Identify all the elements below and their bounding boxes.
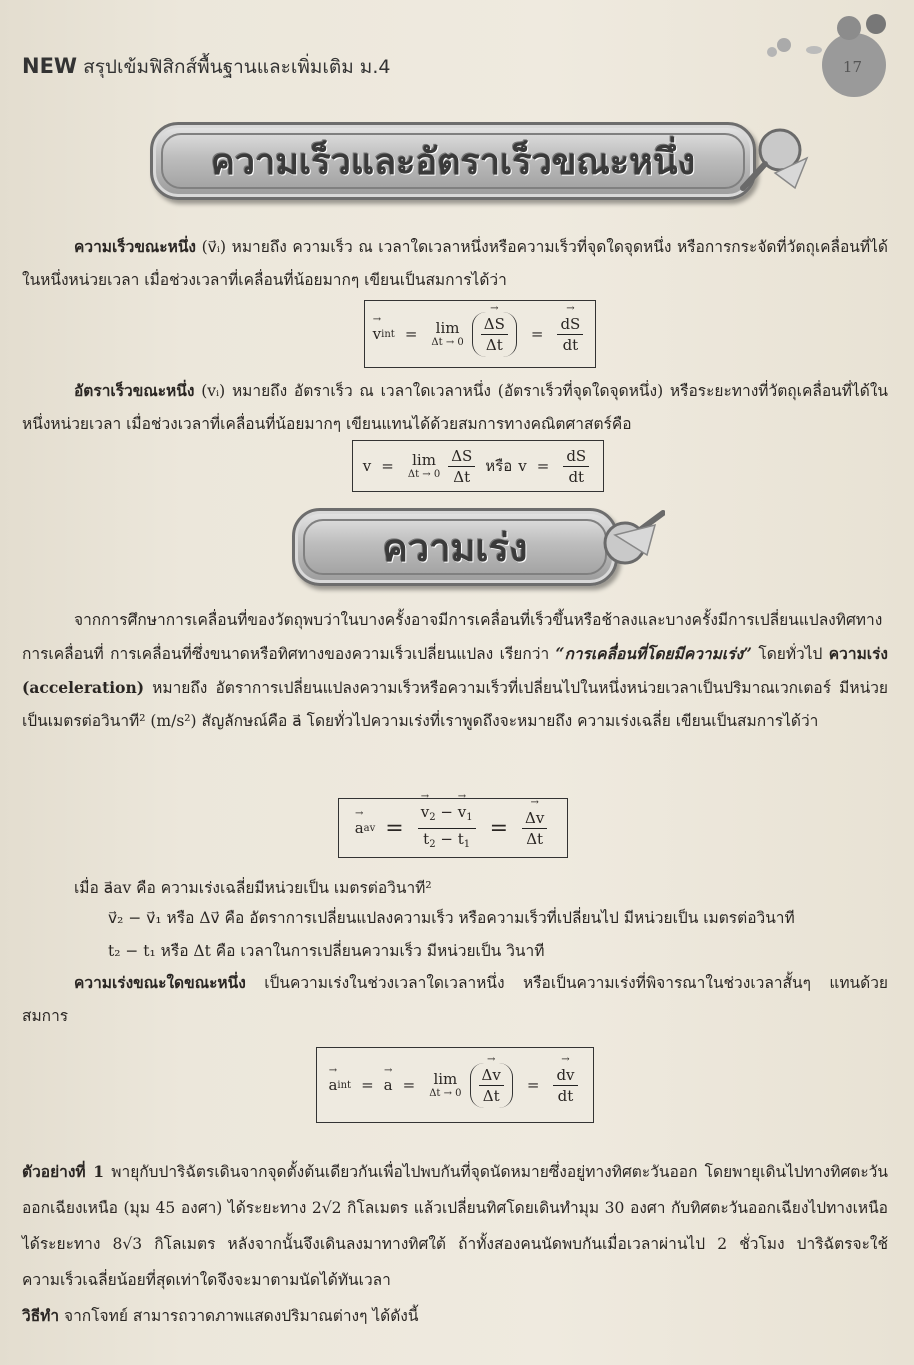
eq-symbol: → a xyxy=(328,1076,337,1094)
eq-v1: → v xyxy=(458,802,466,822)
eq-symbol: → v xyxy=(373,325,381,343)
eq-lim: lim xyxy=(412,451,436,469)
eq-numerator: dS xyxy=(563,446,589,467)
equation-instant-velocity xyxy=(364,300,596,368)
eq-subscript: 2 xyxy=(429,811,436,823)
mascot-illustration xyxy=(754,10,894,100)
eq-denominator: dt xyxy=(562,335,579,354)
eq-symbol: v xyxy=(518,457,527,475)
eq-denominator: dt xyxy=(568,467,585,486)
example-text: พายุกับปาริฉัตรเดินจากจุดตั้งต้นเดียวกันเพื่อไปพบกันที่จุดนัดหมายซึ่งอยู่ทางทิศตะวันออก โดยพายุเดินไปทางทิศตะวันออกเฉียงเหนือ (มุม 45 องศา) ได้ระยะทาง 2√2 กิโลเมตร แล้วเปลี่ยนทิศโดยเดินทำมุม 30 องศา กับทิศตะวันออกเฉียงไปทางเหนือได้ระยะทาง 8√3 กิโลเมตร หลังจากนั้นจึงเดินลงมาทางทิศใต้ ถ้าทั้งสองคนนัดพบกันเมื่อเวลาผ่านไป 2 ชั่วโมง ปาริฉัตรจะใช้ความเร็วเฉลี่ยน้อยที่สุดเท่าใดจึงจะมาตามนัดได้ทันเวลา xyxy=(22,1163,888,1289)
instant-acceleration-definition xyxy=(22,966,888,1033)
velocity-symbol: (v⃗ᵢ) xyxy=(201,238,227,256)
intro-text: จากการศึกษาการเคลื่อนที่ของวัตถุพบว่าในบางครั้งอาจมีการเคลื่อนที่เร็วขึ้นหรือช้าลงและบางครั้งมีการเปลี่ยนแปลงทิศทางการเคลื่อนที่ การเคลื่อนที่ซึ่งขนาดหรือทิศทางของความเร็วเปลี่ยนแปลง เรียกว่า xyxy=(22,611,883,663)
eq-subscript: 1 xyxy=(466,811,473,823)
equation-instant-speed xyxy=(352,440,604,492)
speed-text: หมายถึง อัตราเร็ว ณ เวลาใดเวลาหนึ่ง (อัตราเร็วที่จุดใดจุดหนึ่ง) หรือระยะทางที่วัตถุเคลื่อนที่ได้ในหนึ่งหน่วยเวลา เมื่อช่วงเวลาที่เคลื่อนที่น้อยมากๆ เขียนแทนได้ด้วยสมการทางคณิตศาสตร์คือ xyxy=(22,382,888,433)
term-instant-speed: อัตราเร็วขณะหนึ่ง xyxy=(74,381,195,400)
where-line-1: เมื่อ a⃗av คือ ความเร่งเฉลี่ยมีหน่วยเป็น เมตรต่อวินาที² xyxy=(74,879,432,897)
section-banner-acceleration xyxy=(292,508,618,586)
section-heading: ความเร็วและอัตราเร็วขณะหนึ่ง xyxy=(210,141,696,183)
term-instant-velocity: ความเร็วขณะหนึ่ง xyxy=(74,237,197,256)
where-line-3: t₂ − t₁ หรือ Δt คือ เวลาในการเปลี่ยนความเร็ว มีหน่วยเป็น วินาที xyxy=(108,942,545,960)
book-title: สรุปเข้มฟิสิกส์พื้นฐานและเพิ่มเติม ม.4 xyxy=(83,56,391,78)
eq-equals: = xyxy=(402,1076,416,1094)
acceleration-intro xyxy=(22,604,888,738)
term-acceleration: ความเร่ง (acceleration) xyxy=(22,644,888,697)
eq-numerator: → dv xyxy=(553,1065,577,1086)
eq-symbol: → a xyxy=(384,1076,393,1094)
eq-denominator: Δt xyxy=(482,1086,500,1105)
eq-numerator: → dS xyxy=(557,314,583,335)
magnifier-icon xyxy=(735,118,815,198)
eq-minus: − xyxy=(440,802,453,821)
eq-equals: = xyxy=(526,1076,540,1094)
eq-equals: = xyxy=(530,325,544,343)
where-line-2: v⃗₂ − v⃗₁ หรือ Δv⃗ คือ อัตราการเปลี่ยนแปลงความเร็ว หรือความเร็วที่เปลี่ยนไป มีหน่วยเป็น เมตรต่อวินาที xyxy=(108,909,795,927)
eq-lim-sub: Δt → 0 xyxy=(431,337,464,348)
example-label: ตัวอย่างที่ 1 xyxy=(22,1162,105,1181)
velocity-text: หมายถึง ความเร็ว ณ เวลาใดเวลาหนึ่งหรือความเร็วที่จุดใดจุดหนึ่ง หรือการกระจัดที่วัตถุเคลื่อนที่ได้ในหนึ่งหน่วยเวลา เมื่อช่วงเวลาที่เคลื่อนที่น้อยมากๆ เขียนเป็นสมการได้ว่า xyxy=(22,238,888,289)
method-label: วิธีทำ xyxy=(22,1306,60,1325)
eq-minus: − xyxy=(440,829,453,848)
eq-lim-sub: Δt → 0 xyxy=(429,1088,462,1099)
eq-equals: = xyxy=(489,815,508,841)
accelerated-motion-term: “การเคลื่อนที่โดยมีความเร่ง” xyxy=(555,644,752,663)
eq-t2: t xyxy=(423,829,430,848)
eq-numerator: → Δv xyxy=(479,1065,504,1086)
section-banner-velocity xyxy=(150,122,756,200)
page-number: 17 xyxy=(842,58,862,76)
eq-numerator: ΔS xyxy=(448,446,475,467)
eq-subscript: int xyxy=(381,328,395,340)
eq-subscript: 2 xyxy=(429,838,436,850)
eq-lim-sub: Δt → 0 xyxy=(407,469,441,480)
eq-t1: t xyxy=(457,829,464,848)
or-word: หรือ xyxy=(485,457,513,475)
velocity-definition xyxy=(22,230,888,297)
eq-denominator: Δt xyxy=(453,467,471,486)
eq-equals: = xyxy=(385,815,404,841)
eq-subscript: av xyxy=(363,822,376,834)
section-heading: ความเร่ง xyxy=(382,525,528,570)
eq-v2: → v xyxy=(421,802,429,822)
eq-symbol: v xyxy=(362,457,372,475)
equation-instant-acceleration xyxy=(316,1047,594,1123)
eq-lim: lim xyxy=(433,1070,458,1088)
eq-numerator: → Δv xyxy=(522,808,547,829)
eq-symbol: → a xyxy=(355,819,364,837)
eq-numerator: → ΔS xyxy=(481,314,508,335)
example-1 xyxy=(22,1154,888,1334)
eq-subscript: int xyxy=(337,1079,352,1091)
intro-text: หมายถึง อัตราการเปลี่ยนแปลงความเร็วหรือความเร็วที่เปลี่ยนไปในหนึ่งหน่วยเวลาเป็นปริมาณเวกเตอร์ มีหน่วยเป็นเมตรต่อวินาที² (m/s²) สัญลักษณ์คือ a⃗ โดยทั่วไปความเร่งที่เราพูดถึงจะหมายถึง ความเร่งเฉลี่ย เขียนเป็นสมการได้ว่า xyxy=(22,679,888,730)
limit-expression xyxy=(431,319,463,349)
term-instant-acceleration: ความเร่งขณะใดขณะหนึ่ง xyxy=(74,973,246,992)
equation-average-acceleration xyxy=(338,798,568,858)
eq-equals: = xyxy=(536,457,550,475)
inst-text: เป็นความเร่งในช่วงเวลาใดเวลาหนึ่ง หรือเป็นความเร่งที่พิจารณาในช่วงเวลาสั้นๆ แทนด้วยสมการ xyxy=(22,974,888,1025)
eq-equals: = xyxy=(404,325,418,343)
eq-subscript: 1 xyxy=(463,838,471,850)
eq-lim: lim xyxy=(435,319,460,337)
eq-denominator: Δt xyxy=(526,829,544,848)
magnifier-icon xyxy=(585,505,665,585)
brand-new: NEW xyxy=(22,54,78,78)
intro-text: โดยทั่วไป xyxy=(751,645,829,663)
eq-equals: = xyxy=(361,1076,374,1094)
eq-denominator: Δt xyxy=(485,335,503,354)
running-header xyxy=(22,52,390,82)
speed-symbol: (vᵢ) xyxy=(201,382,226,400)
method-text: จากโจทย์ สามารถวาดภาพแสดงปริมาณต่างๆ ได้ดังนี้ xyxy=(59,1307,419,1325)
eq-denominator: dt xyxy=(557,1086,574,1105)
speed-definition xyxy=(22,374,888,441)
eq-equals: = xyxy=(381,457,394,475)
